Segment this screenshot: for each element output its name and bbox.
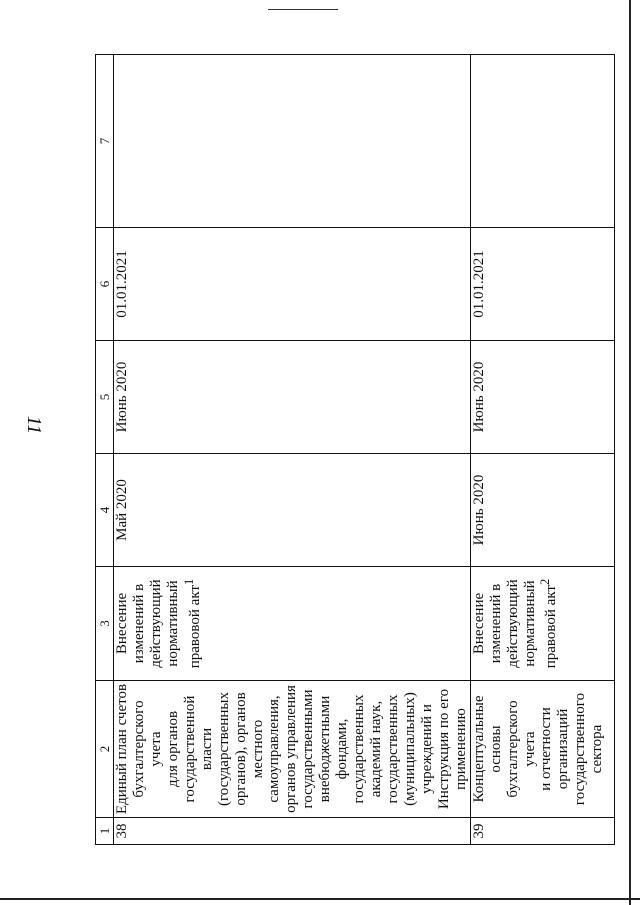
header-cell: 1 bbox=[96, 818, 114, 845]
table-row-39 bbox=[470, 55, 614, 845]
name-line: Концептуальные bbox=[470, 695, 487, 803]
name-line: фондами, bbox=[334, 718, 351, 780]
action-cell bbox=[114, 567, 471, 681]
header-cell: 4 bbox=[96, 454, 114, 567]
action-line: действующий bbox=[504, 579, 521, 668]
footnote-marker: 1 bbox=[181, 578, 196, 586]
header-cell: 2 bbox=[96, 681, 114, 818]
row-number: 38 bbox=[114, 818, 471, 845]
name-line: (государственных bbox=[215, 692, 232, 806]
header-cell: 5 bbox=[96, 341, 114, 454]
name-line: (муниципальных) bbox=[401, 692, 418, 806]
name-line: органов управления bbox=[283, 685, 300, 813]
name-line: и отчетности bbox=[538, 707, 555, 791]
name-line: Инструкция по его bbox=[435, 688, 452, 810]
action-line: нормативный bbox=[164, 580, 181, 667]
name-line: бухгалтерского учета bbox=[130, 700, 164, 798]
action-line-last bbox=[538, 569, 560, 678]
standard-name-cell bbox=[470, 681, 614, 818]
action-line: действующий bbox=[147, 579, 164, 668]
name-line: внебюджетными bbox=[317, 695, 334, 803]
name-line: государственными bbox=[300, 689, 317, 809]
name-line: Единый план счетов bbox=[114, 683, 130, 815]
table-row-38 bbox=[114, 55, 471, 845]
action-line: Внесение bbox=[470, 592, 487, 655]
name-line: самоуправления, bbox=[266, 695, 283, 803]
name-line: местного bbox=[249, 719, 266, 779]
name-line: применению bbox=[452, 708, 469, 790]
action-cell bbox=[470, 567, 614, 681]
row-number: 39 bbox=[470, 818, 614, 845]
action-line: Внесение bbox=[114, 592, 130, 655]
rotated-table-container bbox=[95, 55, 615, 845]
name-line: государственной bbox=[181, 695, 198, 803]
action-line: изменений в bbox=[487, 583, 504, 664]
footnote-marker: 2 bbox=[538, 578, 553, 586]
name-line: государственных bbox=[351, 694, 368, 804]
schedule-table bbox=[95, 54, 615, 845]
name-line: бухгалтерского учета bbox=[504, 700, 538, 798]
action-last-text: правовой акт bbox=[543, 585, 560, 669]
header-cell: 6 bbox=[96, 228, 114, 341]
name-line: органов), органов bbox=[232, 692, 249, 806]
action-last-text: правовой акт bbox=[186, 585, 203, 669]
scan-edge-right bbox=[629, 0, 631, 905]
name-line: академий наук, bbox=[368, 700, 385, 798]
action-line: нормативный bbox=[521, 580, 538, 667]
action-line-last bbox=[182, 569, 204, 678]
standard-name-cell bbox=[114, 681, 471, 818]
page-number-mark: 11 bbox=[23, 415, 46, 435]
name-line: сектора bbox=[589, 724, 606, 774]
scan-edge-bottom bbox=[0, 898, 640, 900]
scan-edge-top bbox=[268, 9, 338, 10]
empty-cell-7 bbox=[114, 55, 471, 228]
action-line: изменений в bbox=[130, 583, 147, 664]
date-cell-4: Июнь 2020 bbox=[470, 454, 614, 567]
name-line: для органов bbox=[164, 710, 181, 788]
name-line: власти bbox=[198, 727, 215, 771]
name-line: организаций bbox=[555, 708, 572, 790]
date-cell-6: 01.01.2021 bbox=[470, 228, 614, 341]
name-line: государственных bbox=[385, 694, 401, 804]
name-line: учреждений и bbox=[418, 704, 435, 794]
name-line: государственного bbox=[572, 692, 589, 806]
date-cell-5: Июнь 2020 bbox=[114, 341, 471, 454]
date-cell-4: Май 2020 bbox=[114, 454, 471, 567]
header-row bbox=[96, 55, 114, 845]
date-cell-5: Июнь 2020 bbox=[470, 341, 614, 454]
header-cell: 3 bbox=[96, 567, 114, 681]
date-cell-6: 01.01.2021 bbox=[114, 228, 471, 341]
header-cell: 7 bbox=[96, 55, 114, 228]
name-line: основы bbox=[487, 725, 504, 773]
empty-cell-7 bbox=[470, 55, 614, 228]
